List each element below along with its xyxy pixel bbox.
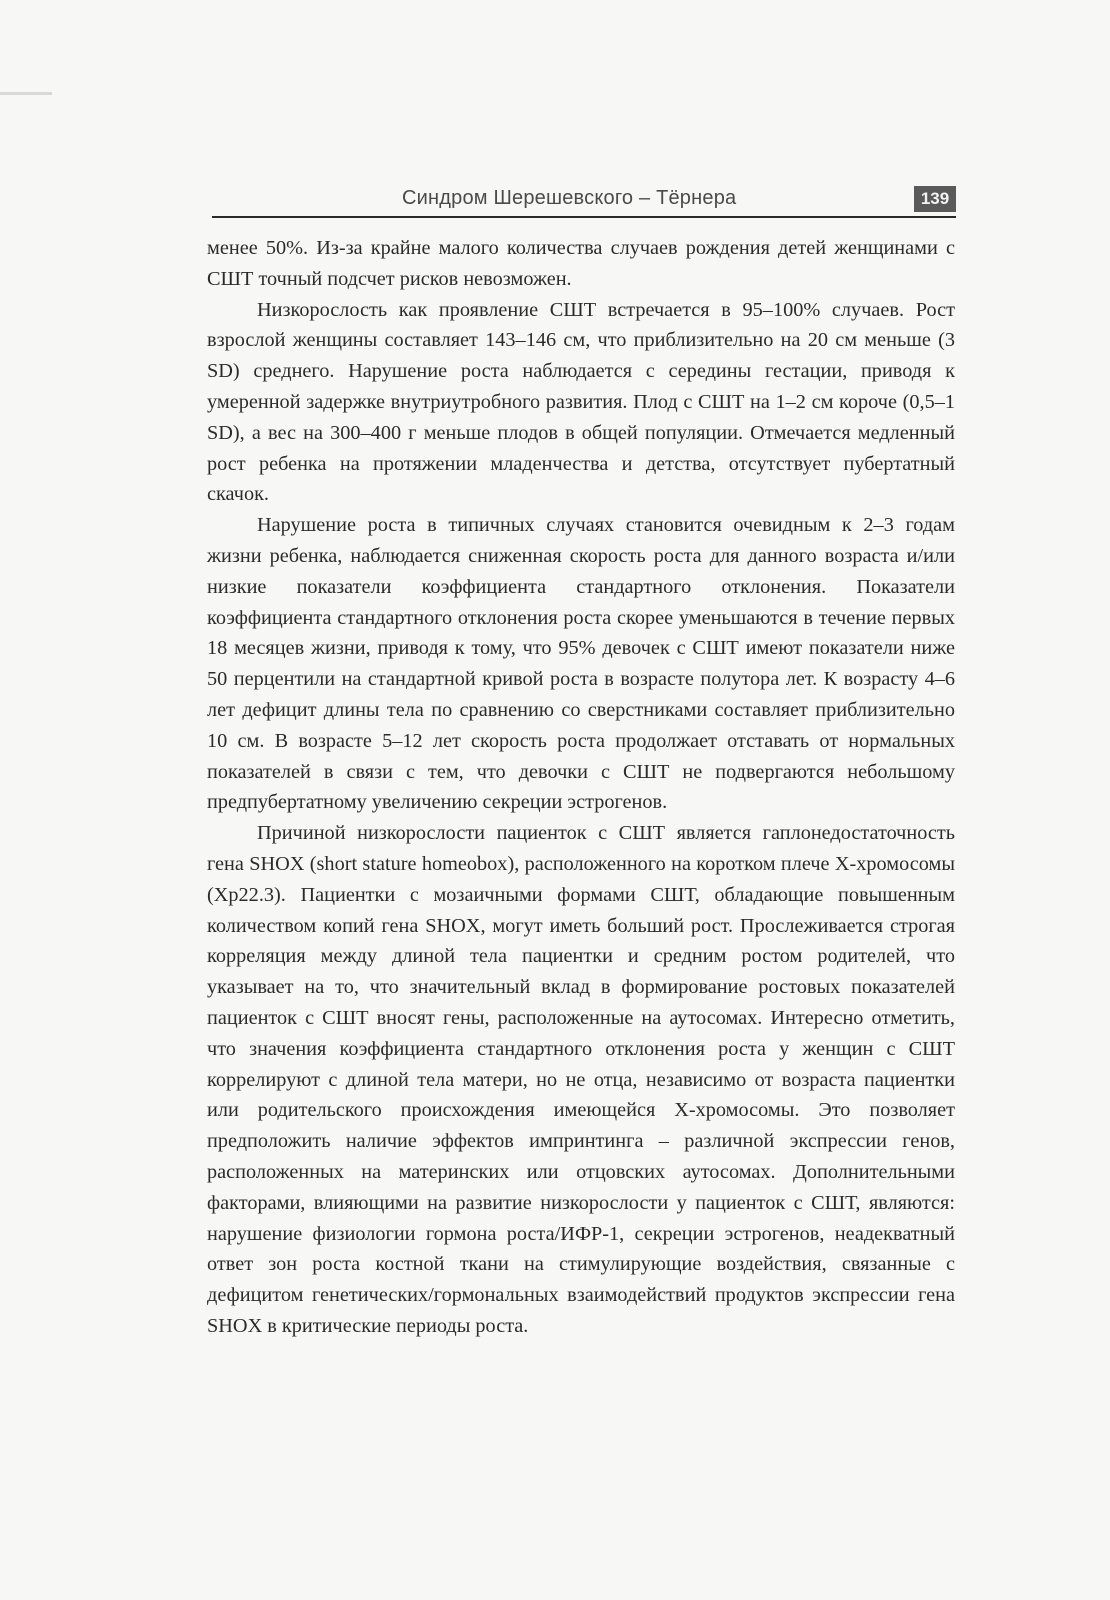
body-text xyxy=(207,233,955,1342)
paragraph-short-stature: Низкорослость как проявление СШТ встречается в 95–100% случаев. Рост взрослой женщины составляет 143–146 см, что приблизительно на 20 см меньше (3 SD) среднего. Нарушение роста наблюдается с середины гестации, приводя к умеренной задержке внутриутробного развития. Плод с СШТ на 1–2 см короче (0,5–1 SD), а вес на 300–400 г меньше плодов в общей популяции. Отмечается медленный рост ребенка на протяжении младенчества и детства, отсутствует пубертатный скачок. xyxy=(207,298,955,506)
running-header xyxy=(212,186,956,218)
running-title: Синдром Шерешевского – Тёрнера xyxy=(402,187,737,209)
page-number-badge: 139 xyxy=(914,186,956,212)
page-edge-mark xyxy=(0,92,52,95)
paragraph-continued: менее 50%. Из-за крайне малого количества случаев рождения детей женщинами с СШТ точный подсчет рисков невозможен. xyxy=(207,237,955,290)
paragraph-growth-disorder: Нарушение роста в типичных случаях становится очевидным к 2–3 годам жизни ребенка, наблюдается сниженная скорость роста для данного возраста и/или низкие показатели коэффициента стандартного отклонения. Показатели коэффициента стандартного отклонения роста скорее уменьшаются в течение первых 18 месяцев жизни, приводя к тому, что 95% девочек с СШТ имеют показатели ниже 50 перцентили на стандартной кривой роста в возрасте полутора лет. К возрасту 4–6 лет дефицит длины тела по сравнению со сверстниками составляет приблизительно 10 см. В возрасте 5–12 лет скорость роста продолжает отставать от нормальных показателей в связи с тем, что девочки с СШТ не подвергаются небольшому предпубертатному увеличению секреции эстрогенов. xyxy=(207,514,955,814)
paragraph-shox-cause: Причиной низкорослости пациенток с СШТ является гаплонедостаточность гена SHOX (short stature homeobox), расположенного на коротком плече X-хромосомы (Xp22.3). Пациентки с мозаичными формами СШТ, обладающие повышенным количеством копий гена SHOX, могут иметь больший рост. Прослеживается строгая корреляция между длиной тела пациентки и средним ростом родителей, что указывает на то, что значительный вклад в формирование ростовых показателей пациенток с СШТ вносят гены, расположенные на аутосомах. Интересно отметить, что значения коэффициента стандартного отклонения роста у женщин с СШТ коррелируют с длиной тела матери, но не отца, независимо от возраста пациентки или родительского происхождения имеющейся X-хромосомы. Это позволяет предположить наличие эффектов импринтинга – различной экспрессии генов, расположенных на материнских или отцовских аутосомах. Дополнительными факторами, влияющими на развитие низкорослости у пациенток с СШТ, являются: нарушение физиологии гормона роста/ИФР-1, секреции эстрогенов, неадекватный ответ зон роста костной ткани на стимулирующие воздействия, связанные с дефицитом генетических/гормональных взаимодействий продуктов экспрессии гена SHOX в критические периоды роста. xyxy=(207,822,955,1337)
